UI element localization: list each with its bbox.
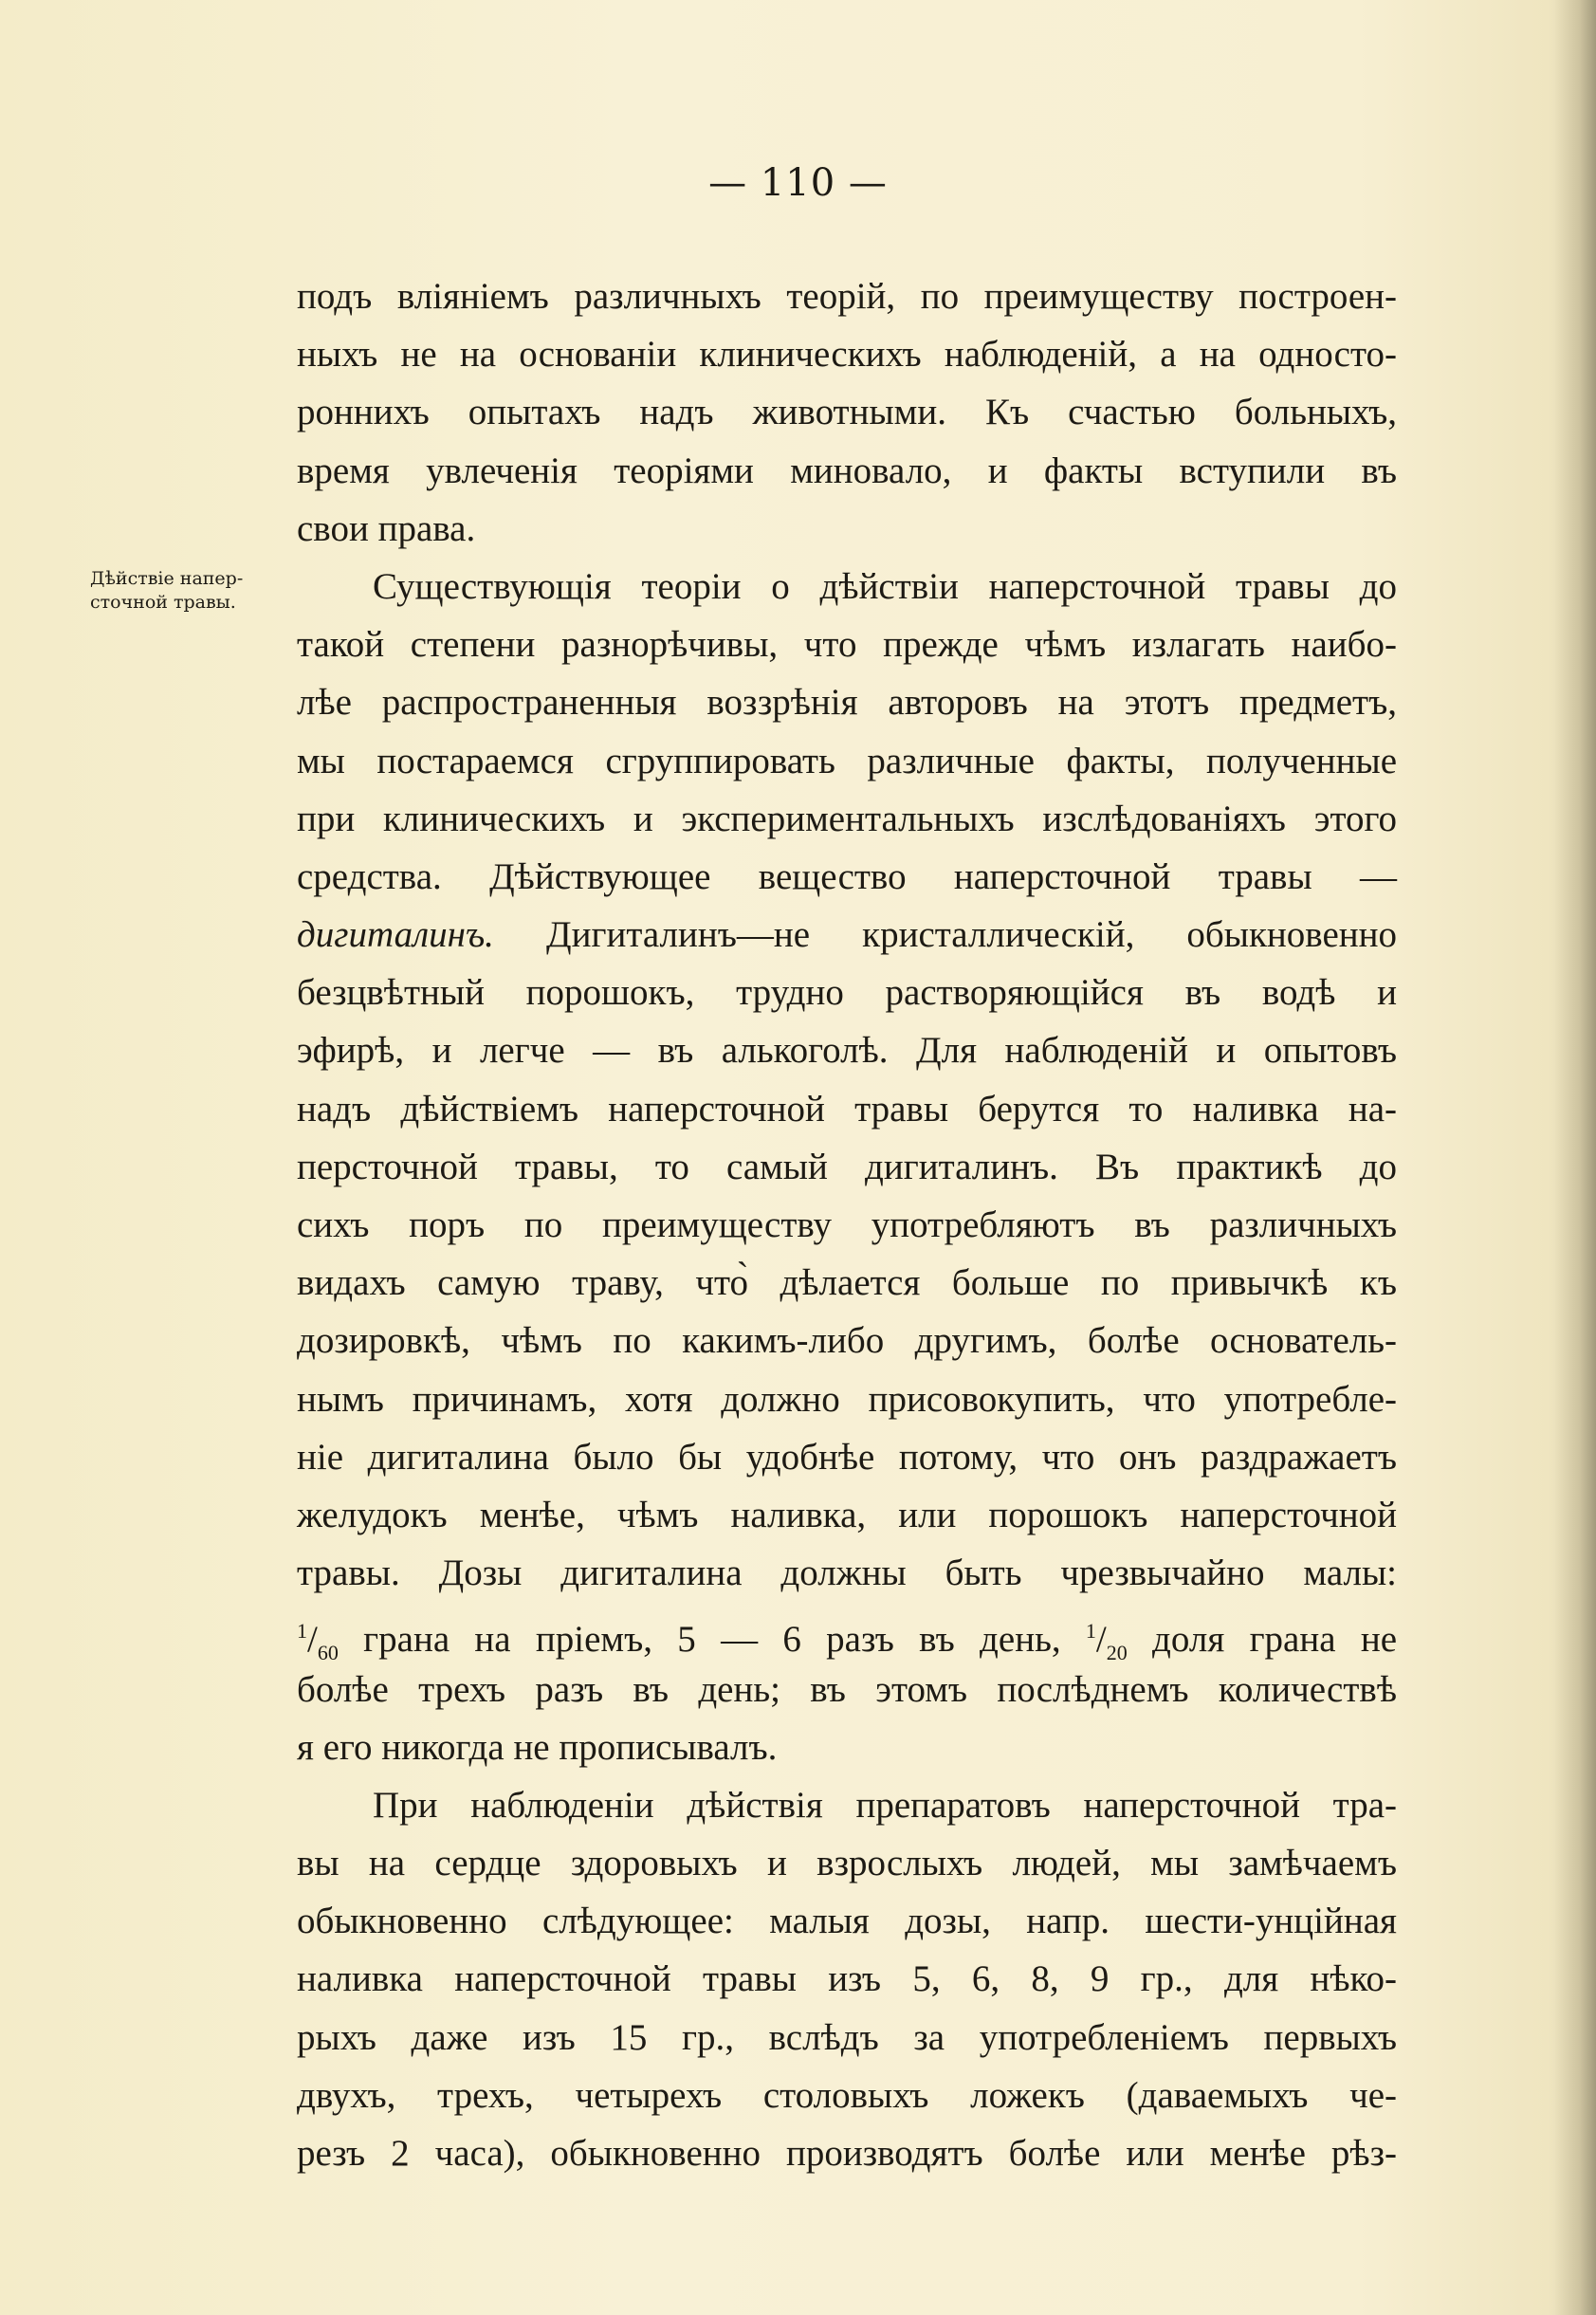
text-fragment: доля грана не <box>1152 1619 1398 1661</box>
text-line: рыхъ даже изъ 15 гр., вслѣдъ за употребленіемъ первыхъ <box>297 2016 1397 2058</box>
text-line: время увлеченія теоріями миновало, и факты вступили въ <box>297 450 1397 491</box>
text-line: свои права. <box>297 507 476 549</box>
text-line: ныхъ не на основаніи клиническихъ наблюденій, а на односто- <box>297 334 1397 376</box>
text-line: вы на сердце здоровыхъ и взрослыхъ людей, мы замѣчаемъ <box>297 1843 1397 1884</box>
text-line: травы. Дозы дигиталина должны быть чрезвычайно малы: <box>297 1553 1397 1594</box>
text-line: при клиническихъ и экспериментальныхъ изслѣдованіяхъ этого <box>297 798 1397 839</box>
text-line: желудокъ менѣе, чѣмъ наливка, или порошокъ наперсточной <box>297 1494 1397 1535</box>
text-line: сихъ поръ по преимуществу употребляютъ въ различныхъ <box>297 1204 1397 1245</box>
margin-note-line: Дѣйствіе напер- <box>90 568 244 589</box>
italic-term: дигиталинъ. <box>297 914 494 956</box>
text-line-mixed <box>297 906 1397 964</box>
text-line: При наблюденіи дѣйствія препаратовъ наперсточной тра- <box>373 1784 1397 1826</box>
text-line: болѣе трехъ разъ въ день; въ этомъ послѣднемъ количествѣ <box>297 1668 1397 1710</box>
text-line: лѣе распространенныя воззрѣнія авторовъ на этотъ предметъ, <box>297 682 1397 724</box>
text-line: ніе дигиталина было бы удобнѣе потому, что онъ раздражаетъ <box>297 1436 1397 1478</box>
text-line: безцвѣтный порошокъ, трудно растворяющійся въ водѣ и <box>297 972 1397 1014</box>
text-line-with-fractions <box>297 1602 1398 1665</box>
fraction: $^1/_{20}$ <box>1085 1619 1128 1665</box>
text-line: мы постараемся сгруппировать различные факты, полученные <box>297 740 1397 781</box>
text-line: резъ 2 часа), обыкновенно производятъ болѣе или менѣе рѣз- <box>297 2133 1397 2174</box>
body-text <box>297 267 1397 2182</box>
term-continuation: Дигиталинъ— <box>546 914 774 956</box>
text-line: средства. Дѣйствующее вещество наперсточной травы — <box>297 855 1397 897</box>
text-line: эфирѣ, и легче — въ алькоголѣ. Для наблюденій и опытовъ <box>297 1030 1397 1072</box>
margin-note-line: сточной травы. <box>90 592 236 613</box>
text-line: подъ вліяніемъ различныхъ теорій, по преимуществу построен- <box>297 276 1397 317</box>
margin-note <box>90 567 289 615</box>
text-line: такой степени разнорѣчивы, что прежде чѣмъ излагать наибо- <box>297 624 1397 666</box>
text-fragment: не кристаллическій, обыкновенно <box>773 914 1397 956</box>
text-line: роннихъ опытахъ надъ животными. Къ счастью больныхъ, <box>297 392 1397 433</box>
text-line: надъ дѣйствіемъ наперсточной травы берутся то наливка на- <box>297 1088 1397 1130</box>
text-line: нымъ причинамъ, хотя должно присовокупить, что употребле- <box>297 1378 1397 1420</box>
text-line: наливка наперсточной травы изъ 5, 6, 8, 9 гр., для нѣко- <box>297 1958 1397 2000</box>
text-line: обыкновенно слѣдующее: малыя дозы, напр. шести-унційная <box>297 1901 1397 1942</box>
text-line: видахъ самую траву, что̀ дѣлается больше по привычкѣ къ <box>297 1262 1397 1304</box>
fraction: $^1/_{60}$ <box>297 1619 339 1665</box>
text-line: дозировкѣ, чѣмъ по какимъ-либо другимъ, болѣе основатель- <box>297 1320 1397 1362</box>
text-line: двухъ, трехъ, четырехъ столовыхъ ложекъ (даваемыхъ че- <box>297 2074 1397 2116</box>
text-line: я его никогда не прописывалъ. <box>297 1726 778 1768</box>
text-line: персточной травы, то самый дигиталинъ. Въ практикѣ до <box>297 1146 1397 1187</box>
text-line: Существующія теоріи о дѣйствіи наперсточной травы до <box>373 565 1397 607</box>
text-fragment: грана на пріемъ, 5 — 6 разъ въ день, <box>363 1619 1061 1661</box>
page-number: — 110 — <box>708 161 888 205</box>
page-edge-shadow <box>1554 0 1596 2315</box>
